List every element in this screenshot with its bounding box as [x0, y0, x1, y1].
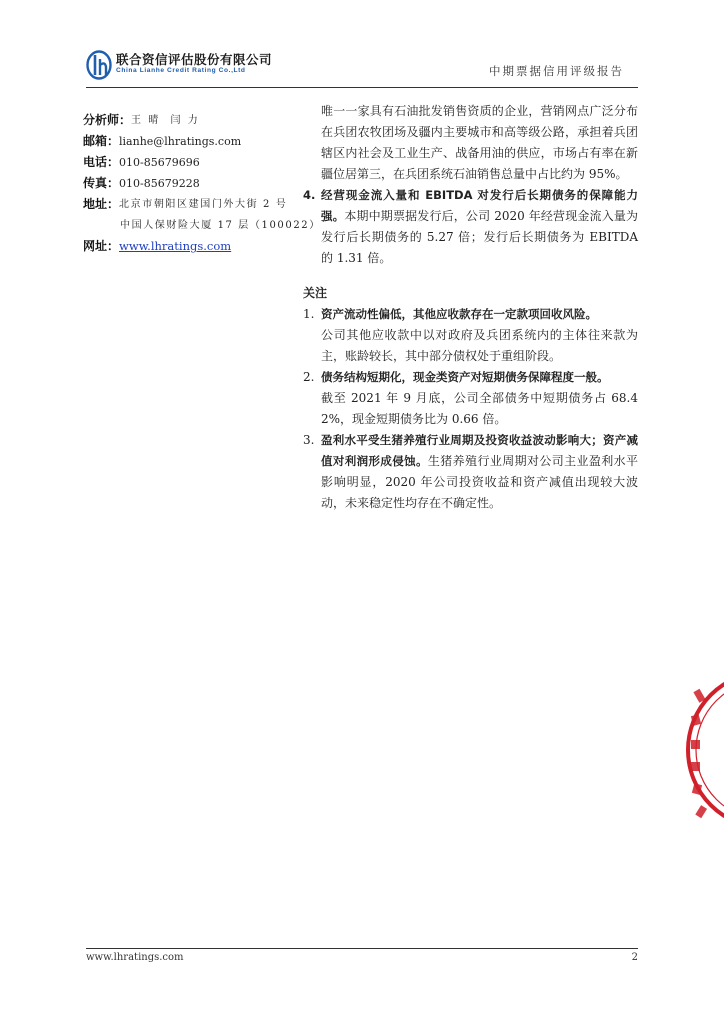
item-number: 1. [303, 307, 315, 321]
concerns-heading: 关注 [303, 286, 328, 300]
fax-row [83, 173, 293, 194]
item-text: 截至 2021 年 9 月底，公司全部债务中短期债务占 68.42%，现金短期债务比为 0.66 倍。 [321, 391, 638, 426]
concern-item-3 [303, 430, 638, 514]
item-body [321, 304, 638, 367]
analyst-label: 分析师： [83, 113, 132, 127]
report-type-title: 中期票据信用评级报告 [489, 64, 624, 78]
logo-chinese-name: 联合资信评估股份有限公司 [116, 52, 273, 67]
website-label: 网址： [83, 239, 120, 253]
address-row [83, 194, 293, 215]
item-title: 债务结构短期化，现金类资产对短期债务保障程度一般。 [321, 370, 609, 384]
item-body [321, 430, 638, 514]
analyst-value: 王 晴 闫 力 [131, 115, 200, 126]
footer-divider [86, 948, 638, 949]
main-content [303, 101, 638, 514]
continued-paragraph: 唯一一家具有石油批发销售资质的企业，营销网点广泛分布在兵团农牧团场及疆内主要城市和高等级公路，承担着兵团辖区内社会及工业生产、战备用油的供应，市场占有率在新疆位居第三，在兵团系统石油销售总量中占比约为 95%。 [321, 104, 638, 181]
item-body [321, 367, 638, 430]
analyst-row [83, 110, 293, 131]
concern-item-1 [303, 304, 638, 367]
item-text: 公司其他应收款中以对政府及兵团系统内的主体往来款为主，账龄较长，其中部分债权处于重组阶段。 [321, 328, 638, 363]
header-divider [86, 87, 638, 88]
item-title: 盈利水平受生猪养殖行业周期及投资收益波动影响大；资产减值对利润形成侵蚀。 [321, 433, 638, 468]
lianhe-logo-icon [86, 50, 112, 80]
footer-website: www.lhratings.com [86, 952, 184, 963]
email-row [83, 131, 293, 152]
company-seal-stamp-icon [684, 660, 724, 840]
website-link[interactable]: www.lhratings.com [119, 239, 232, 253]
page-header [86, 46, 638, 86]
item-number: 3. [303, 433, 315, 447]
email-label: 邮箱： [83, 134, 120, 148]
item-number: 2. [303, 370, 315, 384]
fax-value: 010-85679228 [119, 177, 200, 190]
item-title: 经营现金流入量和 EBITDA 对发行后长期债务的保障能力强。 [321, 188, 638, 223]
item-body [321, 185, 638, 269]
item-title: 资产流动性偏低，其他应收款存在一定款项回收风险。 [321, 307, 597, 321]
page-number: 2 [631, 952, 638, 963]
address-label: 地址： [83, 197, 120, 211]
fax-label: 传真： [83, 176, 120, 190]
item-number: 4. [303, 188, 316, 202]
address-line-2: 中国人保财险大厦 17 层（100022） [120, 220, 321, 231]
contact-sidebar [83, 110, 321, 257]
phone-row [83, 152, 293, 173]
logo-english-name: China Lianhe Credit Rating Co.,Ltd [116, 67, 246, 74]
concern-item-2 [303, 367, 638, 430]
phone-value: 010-85679696 [119, 156, 200, 169]
item-text: 生猪养殖行业周期对公司主业盈利水平影响明显，2020 年公司投资收益和资产减值出现较大波动，未来稳定性均存在不确定性。 [321, 454, 638, 510]
strength-item-4 [303, 185, 638, 269]
phone-label: 电话： [83, 155, 120, 169]
item-text: 本期中期票据发行后，公司 2020 年经营现金流入量为发行后长期债务的 5.27 倍；发行后长期债务为 EBITDA 的 1.31 倍。 [321, 209, 639, 265]
website-row [83, 236, 293, 257]
address-line-1: 北京市朝阳区建国门外大街 2 号 [119, 199, 288, 210]
email-value: lianhe@lhratings.com [119, 135, 242, 148]
